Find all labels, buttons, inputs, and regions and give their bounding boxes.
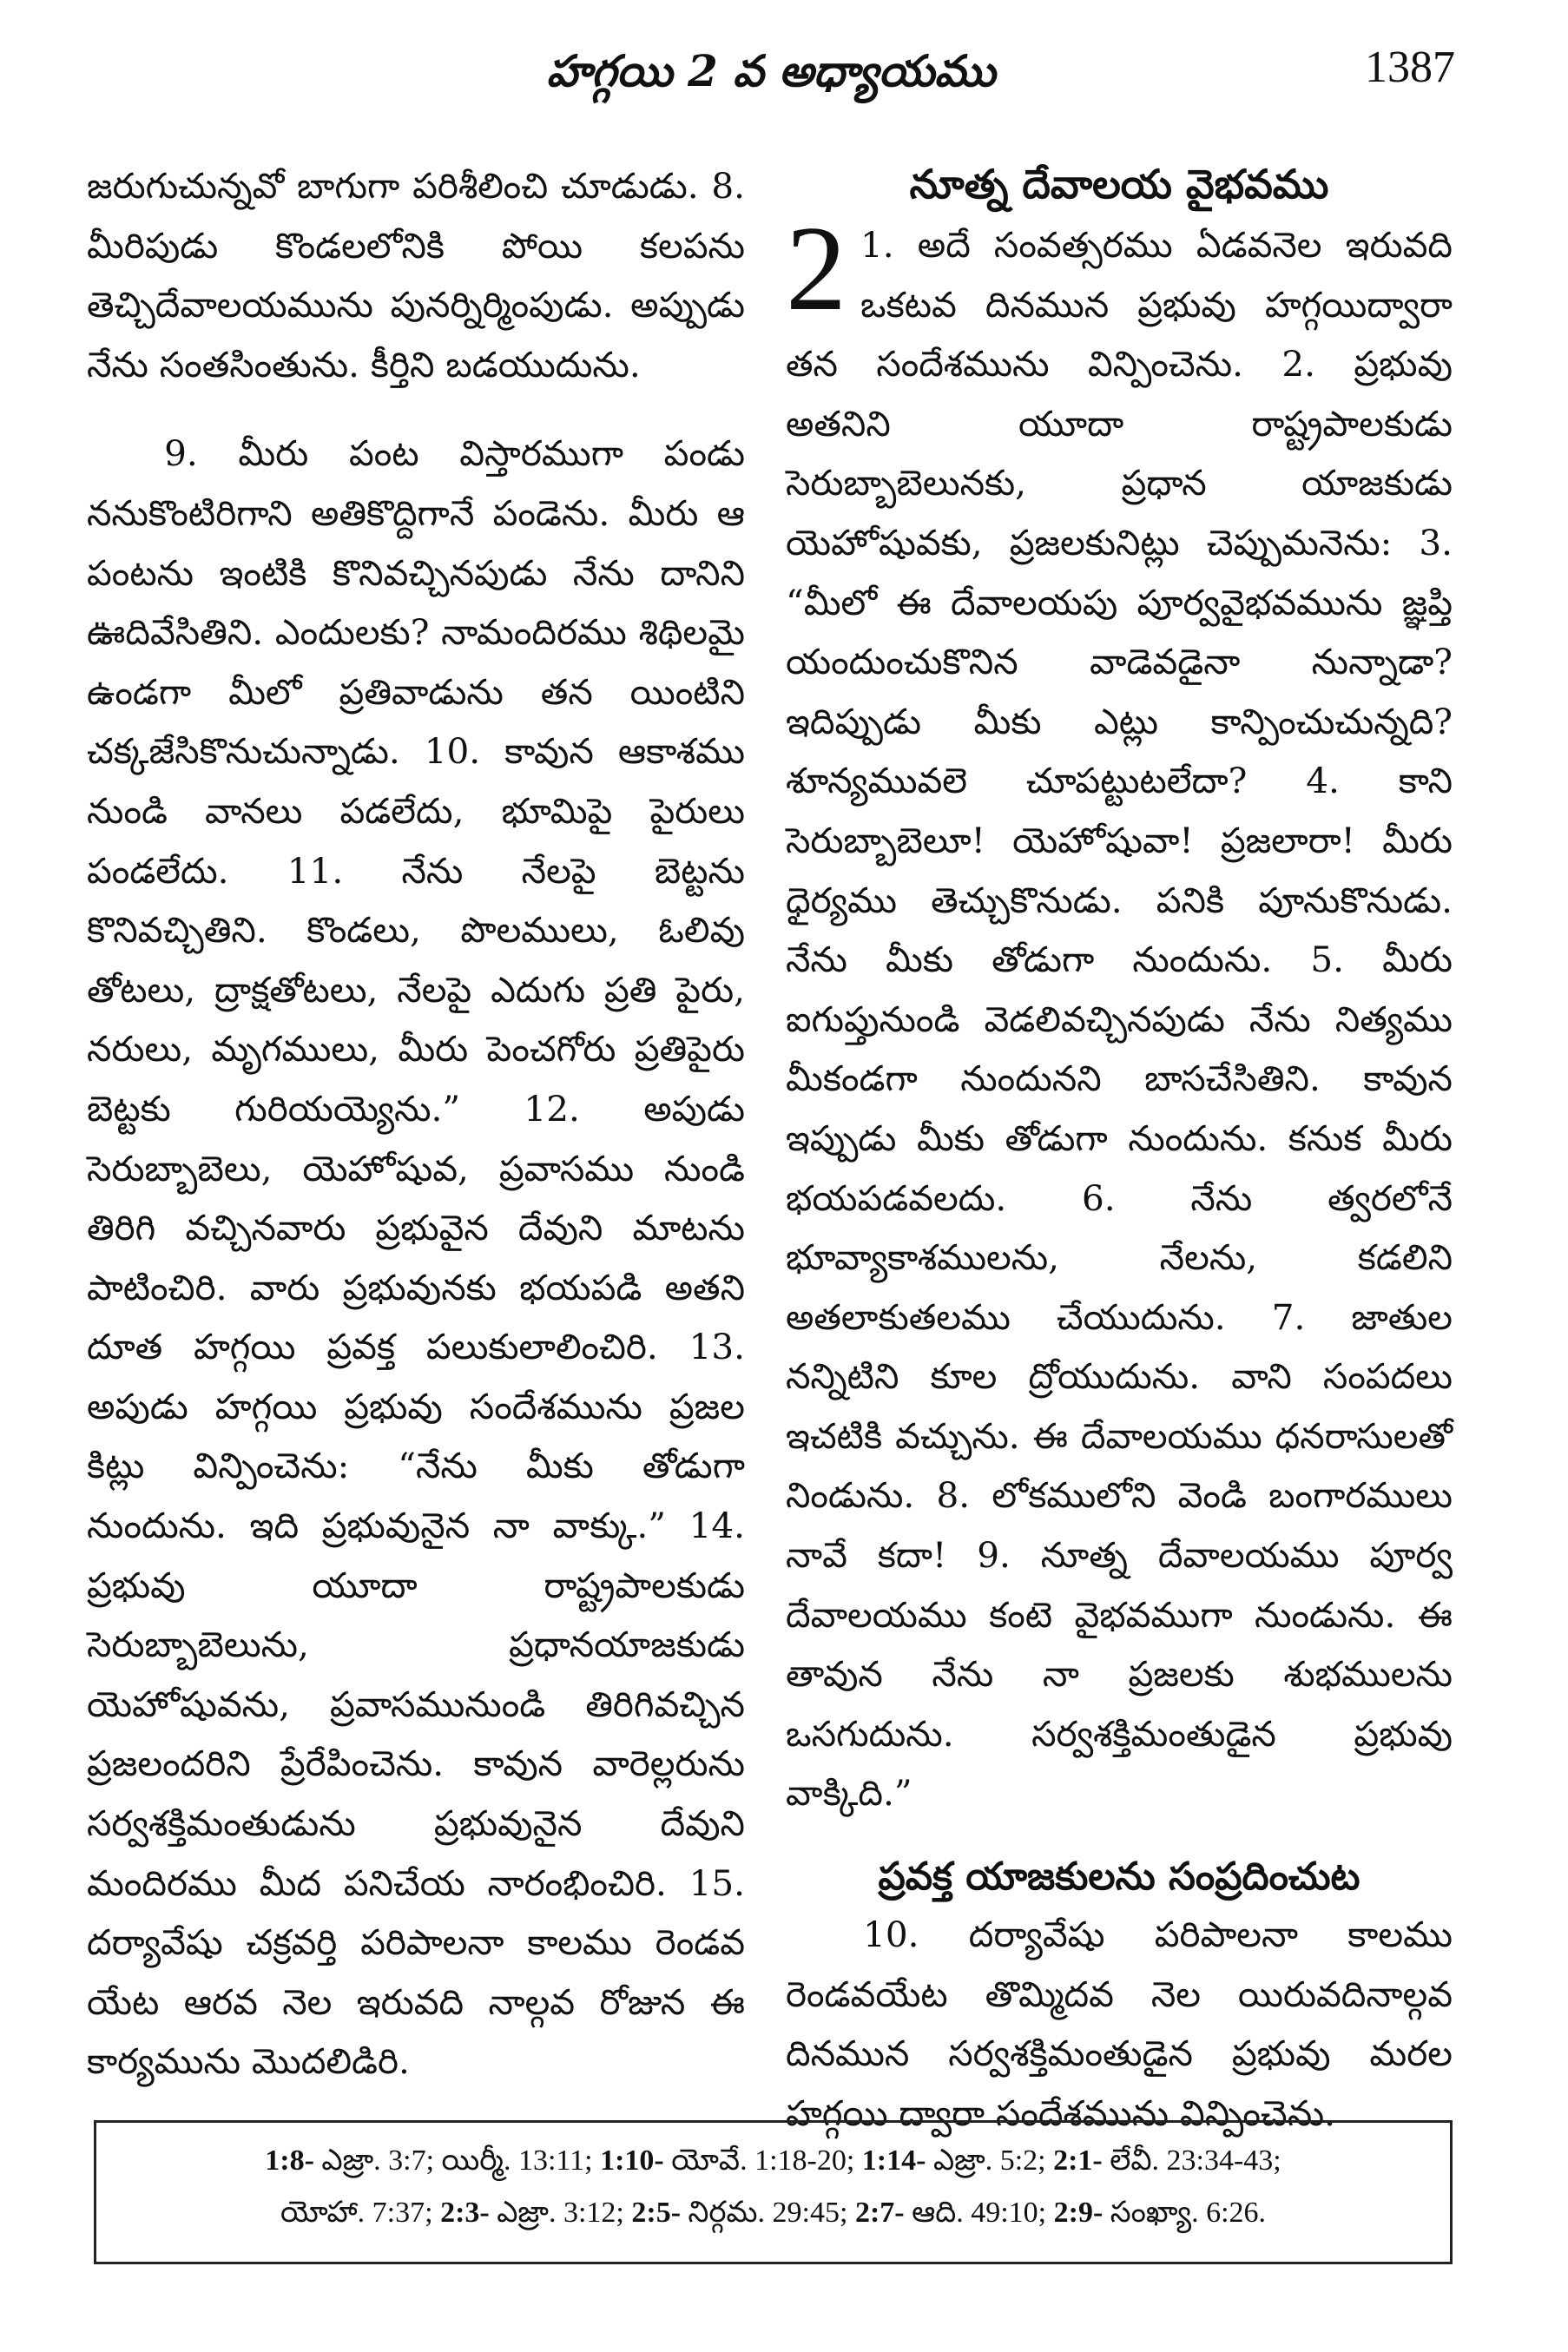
left-column [87, 156, 745, 2092]
right-paragraph-2: 10. దర్యావేషు పరిపాలనా కాలము రెండవయేట తొమ్మిదవ నెల యిరువదినాల్గవ దినమున సర్వశక్తిమంతుడైన ప్రభువు మరల హగ్గయి ద్వారా సందేశమును విన్పించెను. [786, 1914, 1453, 2134]
chapter-title: హగ్గయి 2 వ అధ్యాయము [546, 45, 996, 96]
reference-citation: యోహా. 7:37; [280, 2197, 441, 2229]
reference-citation: ఆది. 49:10; [904, 2197, 1054, 2229]
cross-reference-box [94, 2120, 1453, 2264]
reference-citation: నిర్గమ. 29:45; [681, 2197, 855, 2229]
reference-verse: 2:3- [440, 2197, 490, 2229]
reference-verse: 1:10- [600, 2144, 664, 2177]
reference-citation: సంఖ్యా. 6:26. [1103, 2197, 1267, 2229]
reference-verse: 2:5- [631, 2197, 682, 2229]
reference-citation: ఎజ్రా. 3:12; [489, 2197, 632, 2229]
right-column [786, 156, 1453, 2143]
reference-verse: 1:8- [265, 2144, 314, 2177]
page-number: 1387 [1365, 43, 1455, 92]
reference-verse: 2:9- [1053, 2197, 1104, 2229]
page-header [87, 38, 1455, 108]
reference-verse: 1:14- [861, 2144, 926, 2177]
reference-citation: లేవీ. 23:34-43; [1102, 2144, 1281, 2177]
reference-citation: ఎజ్రా. 3:7; యిర్మీ. 13:11; [313, 2144, 601, 2177]
reference-citation: ఎజ్రా. 5:2; [926, 2144, 1054, 2177]
reference-citation: యోవే. 1:18-20; [663, 2144, 862, 2177]
left-paragraph-1: జరుగుచున్నవో బాగుగా పరిశీలించి చూడుడు. 8. మీరిపుడు కొండలలోనికి పోయి కలపను తెచ్చిదేవాలయమును పునర్నిర్మింపుడు. అప్పుడు నేను సంతసింతును. కీర్తిని బడయుదును. [87, 165, 745, 385]
reference-verse: 2:1- [1053, 2144, 1103, 2177]
right-paragraph-1 [786, 201, 1453, 1823]
section-heading-2: ప్రవక్త యాజకులను సంప్రదించుట [878, 1855, 1360, 1900]
reference-line-1 [96, 2135, 1450, 2187]
left-paragraph-2: 9. మీరు పంట విస్తారముగా పండు ననుకొంటిరిగాని అతికొద్దిగానే పండెను. మీరు ఆ పంటను ఇంటికి కొనివచ్చినపుడు నేను దానిని ఊదివేసితిని. ఎందులకు? నామందిరము శిథిలమై ఉండగా మీలో ప్రతివాడును తన యింటిని చక్కజేసికొనుచున్నాడు. 10. కావున ఆకాశము నుండి వానలు పడలేదు, భూమిపై పైరులు పండలేదు. 11. నేను నేలపై బెట్టను కొనివచ్చితిని. కొండలు, పొలములు, ఓలివు తోటలు, ద్రాక్షతోటలు, నేలపై ఎదుగు ప్రతి పైరు, నరులు, మృగములు, మీరు పెంచగోరు ప్రతిపైరు బెట్టకు గురియయ్యెను.” 12. అపుడు సెరుబ్బాబెలు, యెహోషువ, ప్రవాసము నుండి తిరిగి వచ్చినవారు ప్రభువైన దేవుని మాటను పాటించిరి. వారు ప్రభువునకు భయపడి అతని దూత హగ్గయి ప్రవక్త పలుకులాలించిరి. 13. అపుడు హగ్గయి ప్రభువు సందేశమును ప్రజల కిట్లు విన్పించెను: “నేను మీకు తోడుగా నుందును. ఇది ప్రభువునైన నా వాక్కు.” 14. ప్రభువు యూదా రాష్ట్రపాలకుడు సెరుబ్బాబెలును, ప్రధానయాజకుడు యెహోషువను, ప్రవాసమునుండి తిరిగివచ్చిన ప్రజలందరిని ప్రేరేపించెను. కావున వారెల్లరును సర్వశక్తిమంతుడును ప్రభువునైన దేవుని మందిరము మీద పనిచేయ నారంభించిరి. 15. దర్యావేషు చక్రవర్తి పరిపాలనా కాలము రెండవ యేట ఆరవ నెల ఇరువది నాల్గవ రోజున ఈ కార్యమును మొదలిడిరి. [87, 432, 745, 2083]
reference-verse: 2:7- [854, 2197, 905, 2229]
section-heading-1: నూత్న దేవాలయ వైభవము [909, 161, 1329, 208]
chapter-drop-cap: 2 [786, 201, 847, 336]
reference-line-2 [96, 2187, 1450, 2239]
right-paragraph-1-text: 1. అదే సంవత్సరము ఏడవనెల ఇరువది ఒకటవ దినమున ప్రభువు హగ్గయిద్వారా తన సందేశమును విన్పించెను. 2. ప్రభువు అతనిని యూదా రాష్ట్రపాలకుడు సెరుబ్బాబెలునకు, ప్రధాన యాజకుడు యెహోషువకు, ప్రజలకునిట్లు చెప్పుమనెను: 3. “మీలో ఈ దేవాలయపు పూర్వవైభవమును జ్ఞప్తి యందుంచుకొనిన వాడెవడైనా నున్నాడా? ఇదిప్పుడు మీకు ఎట్లు కాన్పించుచున్నది? శూన్యమువలె చూపట్టుటలేదా? 4. కాని సెరుబ్బాబెలూ! యెహోషువా! ప్రజలారా! మీరు ధైర్యము తెచ్చుకొనుడు. పనికి పూనుకొనుడు. నేను మీకు తోడుగా నుందును. 5. మీరు ఐగుప్తునుండి వెడలివచ్చినపుడు నేను నిత్యము మీకండగా నుందునని బాసచేసితిని. కావున ఇప్పుడు మీకు తోడుగా నుందును. కనుక మీరు భయపడవలదు. 6. నేను త్వరలోనే భూవ్యాకాశములను, నేలను, కడలిని అతలాకుతలము చేయుదును. 7. జాతుల నన్నిటిని కూల ద్రోయుదును. వాని సంపదలు ఇచటికి వచ్చును. ఈ దేవాలయము ధనరాసులతో నిండును. 8. లోకములోని వెండి బంగారములు నావే కదా! 9. నూత్న దేవాలయము పూర్వ దేవాలయము కంటె వైభవముగా నుండును. ఈ తావున నేను నా ప్రజలకు శుభములను ఒసగుదును. సర్వశక్తిమంతుడైన ప్రభువు వాక్కిది.” [786, 224, 1453, 1815]
